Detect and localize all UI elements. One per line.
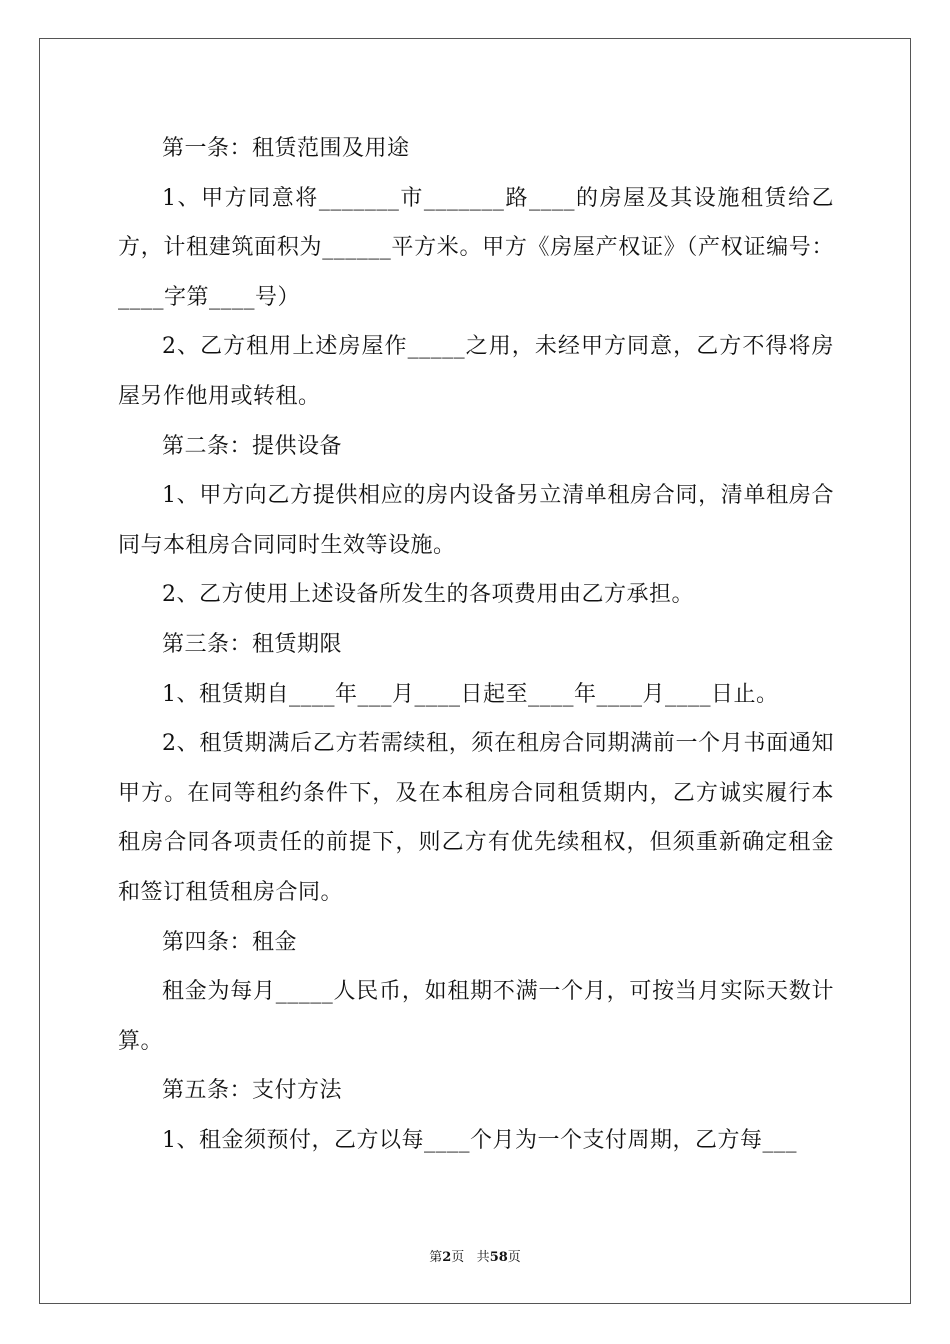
paragraph: 租金为每月_____人民币，如租期不满一个月，可按当月实际天数计算。 bbox=[118, 979, 834, 1054]
clause-heading-5: 第五条：支付方法 bbox=[162, 1078, 343, 1104]
page-footer bbox=[0, 1246, 950, 1265]
paragraph: 2、乙方使用上述设备所发生的各项费用由乙方承担。 bbox=[162, 582, 694, 608]
page-prefix: 第 bbox=[429, 1250, 443, 1265]
total-prefix: 共 bbox=[476, 1250, 490, 1265]
paragraph: 2、租赁期满后乙方若需续租，须在租房合同期满前一个月书面通知甲方。在同等租约条件下，及在本租房合同租赁期内，乙方诚实履行本租房合同各项责任的前提下，则乙方有优先续租权，但须重新确定租金和签订租赁租房合同。 bbox=[118, 731, 834, 905]
clause-heading-3: 第三条：租赁期限 bbox=[162, 631, 343, 657]
total-suffix: 页 bbox=[507, 1250, 521, 1265]
page-total: 58 bbox=[489, 1250, 508, 1265]
paragraph: 1、甲方同意将_______市_______路____的房屋及其设施租赁给乙方，计租建筑面积为______平方米。甲方《房屋产权证》（产权证编号：____字第____号） bbox=[118, 185, 834, 310]
paragraph: 1、租金须预付，乙方以每____个月为一个支付周期，乙方每___ bbox=[162, 1127, 797, 1153]
clause-heading-1: 第一条：租赁范围及用途 bbox=[162, 136, 410, 161]
paragraph: 1、租赁期自____年___月____日起至____年____月____日止。 bbox=[162, 681, 779, 707]
page-current: 2 bbox=[442, 1250, 452, 1265]
paragraph: 2、乙方租用上述房屋作_____之用，未经甲方同意，乙方不得将房屋另作他用或转租。 bbox=[118, 334, 834, 409]
clause-heading-4: 第四条：租金 bbox=[162, 929, 298, 955]
paragraph: 1、甲方向乙方提供相应的房内设备另立清单租房合同，清单租房合同与本租房合同同时生效等设施。 bbox=[118, 483, 834, 558]
page-suffix: 页 bbox=[451, 1250, 465, 1265]
document-body bbox=[118, 124, 834, 1165]
clause-heading-2: 第二条：提供设备 bbox=[162, 433, 343, 459]
